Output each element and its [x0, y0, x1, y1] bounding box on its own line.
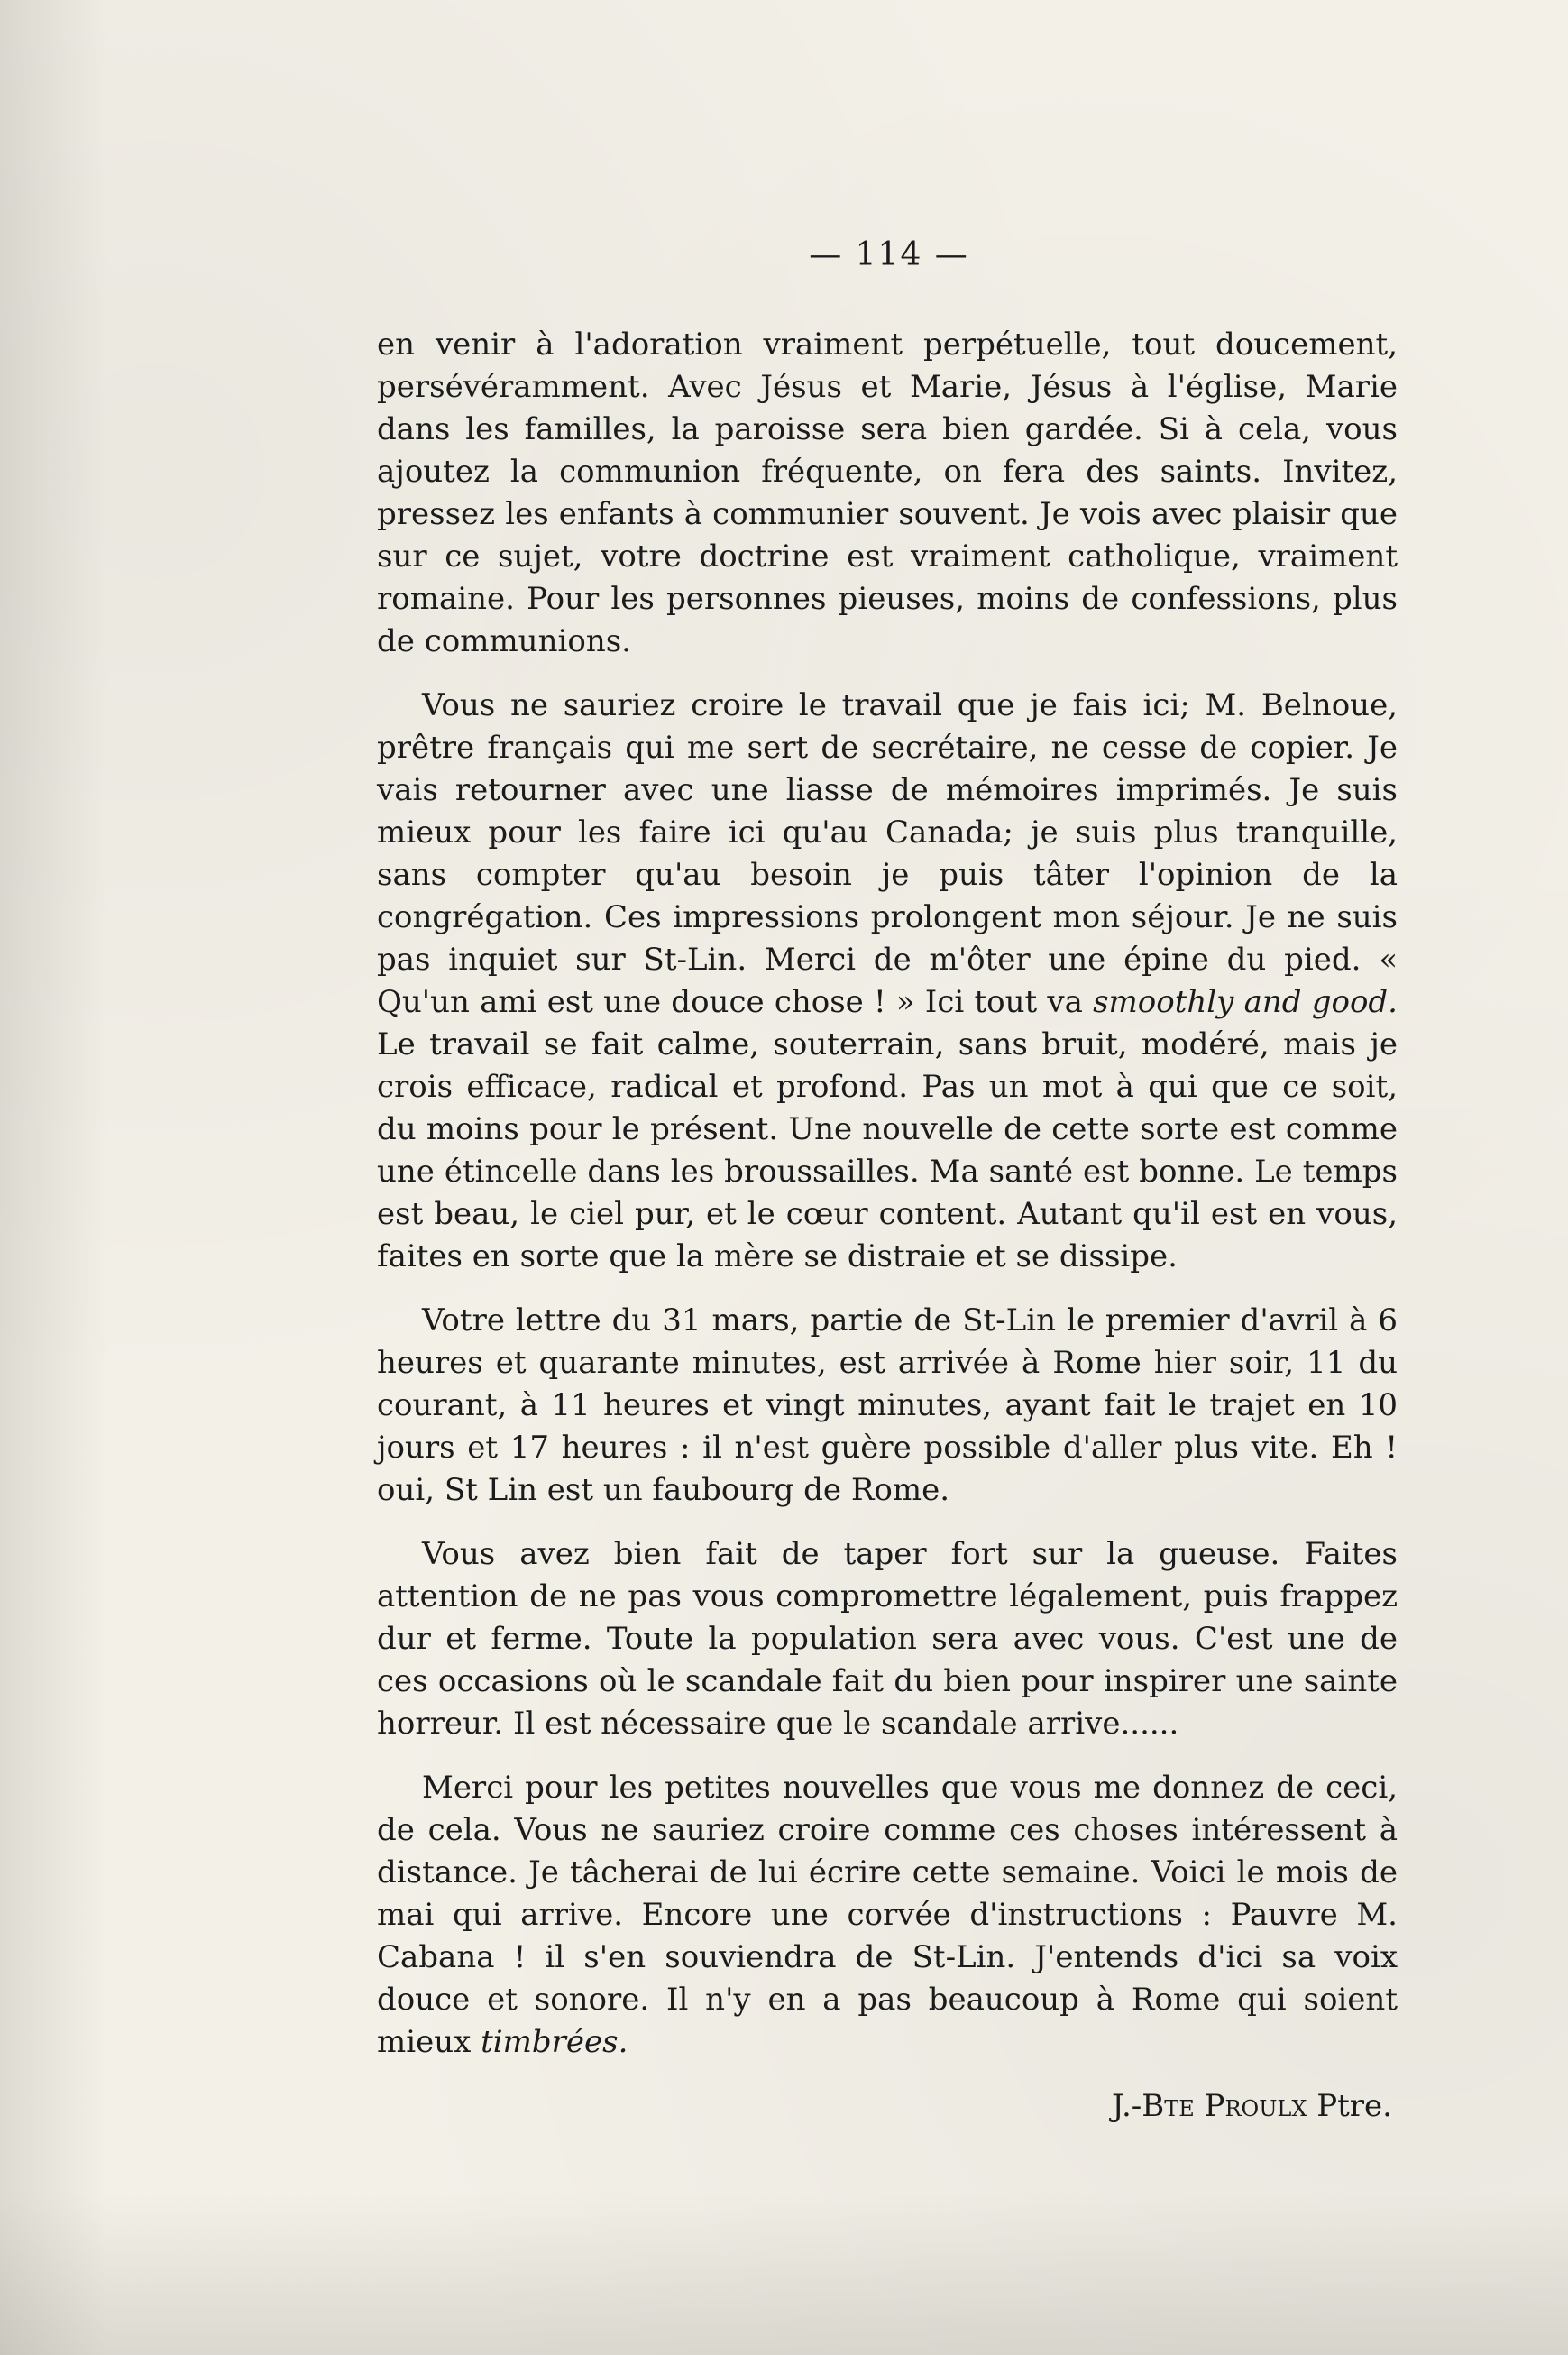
paragraph-2-text: Vous ne sauriez croire le travail que je fais ici; M. Belnoue, prêtre français qui me sert de secrétaire, ne cesse de copier. Je vais retourner avec une liasse de mémoires imprimés. Je suis mieux pour les faire ici qu'au Canada; je suis plus tranquille, sans compter qu'au besoin je puis tâter l'opinion de la congrégation. Ces impressions prolongent mon séjour. Je ne suis pas inquiet sur St-Lin. Merci de m'ôter une épine du pied. « Qu'un ami est une douce chose ! » Ici tout va	[377, 687, 1398, 1020]
page-number: — 114 —	[809, 236, 969, 273]
page-edge-shadow-bottom	[0, 2193, 1568, 2355]
paragraph-4: Vous avez bien fait de taper fort sur la gueuse. Faites attention de ne pas vous compromettre légalement, puis frappez dur et ferme. Toute la population sera avec vous. C'est une de ces occasions où le scandale fait du bien pour inspirer une sainte horreur. Il est nécessaire que le scandale arrive......	[377, 1536, 1398, 1742]
page-content	[377, 236, 1398, 2128]
paragraph-2-text-rest: Le travail se fait calme, souterrain, sans bruit, modéré, mais je crois efficace, radical et profond. Pas un mot à qui que ce soit, du moins pour le présent. Une nouvelle de cette sorte est comme une étincelle dans les broussailles. Ma santé est bonne. Le temps est beau, le ciel pur, et le cœur content. Autant qu'il est en vous, faites en sorte que la mère se distraie et se dissipe.	[377, 1026, 1398, 1274]
paragraph-1: en venir à l'adoration vraiment perpétuelle, tout doucement, persévéramment. Avec Jésus et Marie, Jésus à l'église, Marie dans les familles, la paroisse sera bien gardée. Si à cela, vous ajoutez la communion fréquente, on fera des saints. Invitez, pressez les enfants à communier souvent. Je vois avec plaisir que sur ce sujet, votre doctrine est vraiment catholique, vraiment romaine. Pour les personnes pieuses, moins de confessions, plus de communions.	[377, 327, 1398, 659]
signature	[377, 2085, 1398, 2128]
paragraph-3: Votre lettre du 31 mars, partie de St-Lin le premier d'avril à 6 heures et quarante minutes, est arrivée à Rome hier soir, 11 du courant, à 11 heures et vingt minutes, ayant fait le trajet en 10 jours et 17 heures : il n'est guère possible d'aller plus vite. Eh ! oui, St Lin est un faubourg de Rome.	[377, 1302, 1398, 1508]
paragraph-5-italic-word: timbrées.	[481, 2024, 628, 2060]
signature-initials: J.-Bte	[1111, 2088, 1195, 2124]
paragraph-2	[377, 685, 1398, 1278]
signature-title: Ptre.	[1316, 2088, 1392, 2124]
paragraph-5	[377, 1767, 1398, 2064]
letter-body	[377, 324, 1398, 2064]
paragraph-5-text: Merci pour les petites nouvelles que vous me donnez de ceci, de cela. Vous ne sauriez croire comme ces choses intéressent à distance. Je tâcherai de lui écrire cette semaine. Voici le mois de mai qui arrive. Encore une corvée d'instructions : Pauvre M. Cabana ! il s'en souviendra de St-Lin. J'entends d'ici sa voix douce et sonore. Il n'y en a pas beaucoup à Rome qui soient mieux	[377, 1770, 1398, 2060]
paragraph-2-english-phrase: smoothly and good.	[1093, 984, 1398, 1020]
page-edge-shadow-left	[0, 0, 108, 2355]
signature-surname: Proulx	[1204, 2088, 1307, 2124]
